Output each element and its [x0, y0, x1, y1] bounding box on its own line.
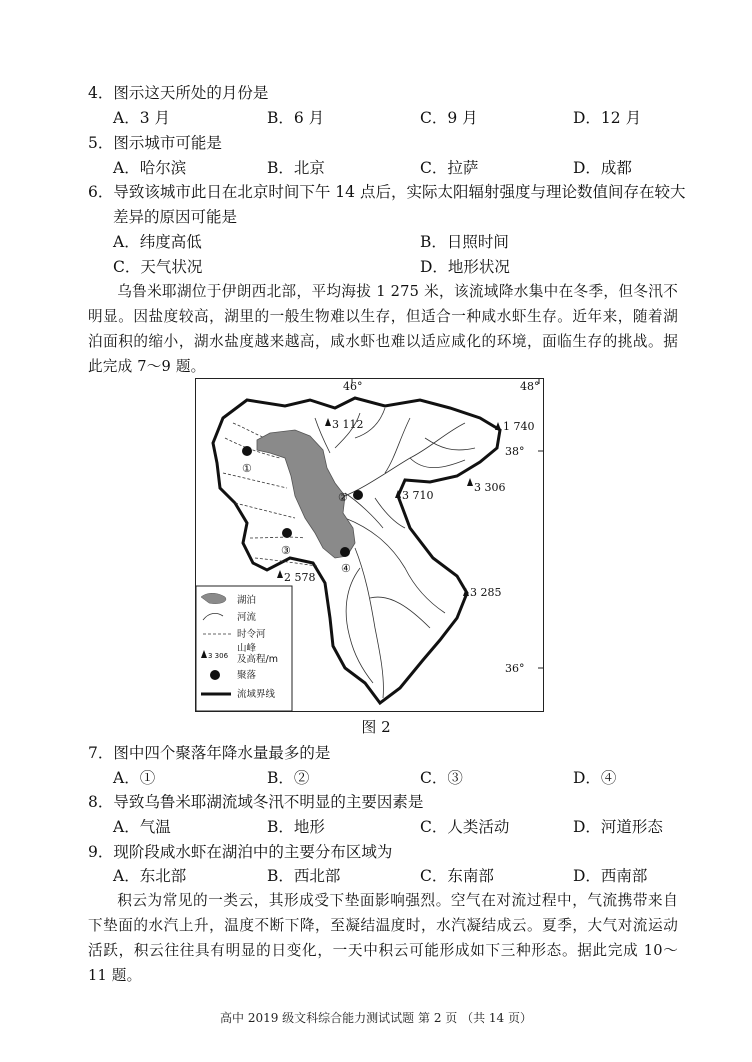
q9-option-d: D．西南部 [573, 867, 648, 885]
q8-option-b: B．地形 [267, 818, 325, 836]
lon-label-48: 48° [520, 380, 540, 393]
q6-option-b: B．日照时间 [420, 233, 509, 251]
q7-option-a: A．① [113, 769, 156, 787]
legend-boundary-label: 流域界线 [237, 689, 276, 700]
settlement-1 [242, 446, 252, 456]
question-7-stem: 7．图中四个聚落年降水量最多的是 [88, 744, 331, 762]
q7-option-b: B．② [267, 769, 310, 787]
map-legend [196, 586, 292, 711]
peak-3306-label: 3 306 [474, 481, 506, 494]
peak-3112-label: 3 112 [332, 418, 364, 431]
q4-option-d: D．12 月 [573, 109, 642, 127]
q8-option-c: C．人类活动 [420, 818, 510, 836]
q7-option-c: C．③ [420, 769, 463, 787]
figure-caption: 图 2 [361, 718, 391, 736]
passage-urmia-lake: 乌鲁米耶湖位于伊朗西北部，平均海拔 1 275 米，该流域降水集中在冬季，但冬汛不明显。因盐度较高，湖里的一般生物难以生存，但适合一种咸水虾生存。近年来，随着湖泊面积的缩小，湖水盐度越来越高，咸水虾也难以适应咸化的环境，面临生存的挑战。据此完成 7～9 题。 [88, 283, 678, 375]
page-footer: 高中 2019 级文科综合能力测试试题 第 2 页 （共 14 页） [220, 1011, 532, 1025]
passage-cumulus: 积云为常见的一类云，其形成受下垫面影响强烈。空气在对流过程中，气流携带来自下垫面的水汽上升，温度不断下降，至凝结温度时，水汽凝结成云。夏季，大气对流运动活跃，积云往往具有明显的日变化，一天中积云可能形成如下三种形态。据此完成 10～11 题。 [88, 892, 678, 984]
q5-option-a: A．哈尔滨 [113, 159, 187, 177]
legend-elevation-label: 及高程/m [237, 654, 278, 665]
q5-option-d: D．成都 [573, 159, 632, 177]
lon-label-46-text: 46° [343, 380, 363, 393]
q5-option-b: B．北京 [267, 159, 325, 177]
legend-seasonal-river-label: 时令河 [237, 629, 266, 640]
peak-3710-label: 3 710 [402, 489, 434, 502]
legend-peak-label: 山峰 [237, 643, 257, 654]
question-6-stem-line1: 6．导致该城市此日在北京时间下午 14 点后，实际太阳辐射强度与理论数值间存在较大 [88, 183, 686, 201]
q4-option-b: B．6 月 [267, 109, 325, 127]
settlement-3 [282, 528, 292, 538]
question-6-stem-line2: 差异的原因可能是 [113, 208, 238, 226]
settlement-4-label: ④ [341, 562, 351, 575]
lat-label-38: 38° [505, 445, 525, 458]
lat-label-36: 36° [505, 662, 525, 675]
settlement-4 [340, 547, 350, 557]
legend-river-label: 河流 [237, 612, 257, 623]
q6-option-c: C．天气状况 [113, 258, 203, 276]
peak-3285-label: 3 285 [470, 586, 502, 599]
q4-option-a: A．3 月 [113, 109, 170, 127]
q8-option-d: D．河道形态 [573, 818, 663, 836]
peak-2578-label: 2 578 [284, 571, 316, 584]
settlement-2 [353, 490, 363, 500]
q9-option-c: C．东南部 [420, 867, 494, 885]
q6-option-a: A．纬度高低 [113, 233, 202, 251]
question-8-stem: 8．导致乌鲁米耶湖流域冬汛不明显的主要因素是 [88, 793, 424, 811]
legend-settlement-label: 聚落 [237, 670, 257, 681]
q9-option-b: B．西北部 [267, 867, 341, 885]
question-4-stem: 4．图示这天所处的月份是 [88, 84, 269, 102]
q4-option-c: C．9 月 [420, 109, 478, 127]
q5-option-c: C．拉萨 [420, 159, 479, 177]
settlement-1-label: ① [242, 462, 252, 475]
q8-option-a: A．气温 [113, 818, 171, 836]
peak-1740-label: 1 740 [503, 420, 535, 433]
legend-peak-sample: 3 306 [208, 652, 229, 660]
question-9-stem: 9．现阶段咸水虾在湖泊中的主要分布区域为 [88, 843, 393, 861]
settlement-3-label: ③ [281, 544, 291, 557]
settlement-2-label: ② [338, 491, 348, 504]
legend-settlement-icon [210, 670, 220, 680]
q7-option-d: D．④ [573, 769, 617, 787]
q6-option-d: D．地形状况 [420, 258, 510, 276]
q9-option-a: A．东北部 [113, 867, 187, 885]
question-5-stem: 5．图示城市可能是 [88, 134, 222, 152]
legend-lake-label: 湖泊 [237, 595, 257, 606]
urmia-basin-map [195, 378, 545, 713]
